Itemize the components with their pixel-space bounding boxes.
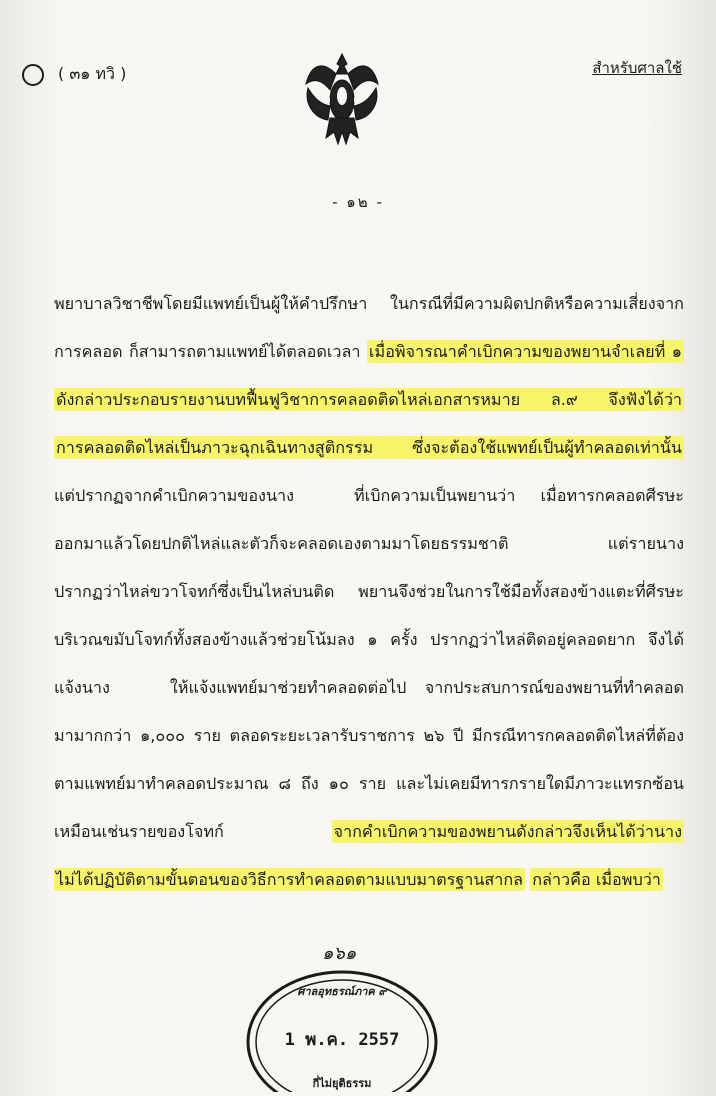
text-line	[54, 856, 684, 904]
highlighted-text: กล่าวคือ เมื่อพบว่า	[532, 870, 661, 889]
text-segment: พยาบาลวิชาชีพโดยมีแพทย์เป็นผู้ให้คำปรึกษา ในกรณีที่มีความผิดปกติหรือความเสี่ยงจาก	[54, 294, 684, 313]
text-line	[54, 664, 684, 712]
page-number: - ๑๒ -	[332, 193, 384, 211]
text-segment: เหมือนเช่นรายของโจทก์	[54, 822, 332, 841]
form-code-text: ( ๓๑ ทวิ )	[58, 64, 127, 83]
text-segment: การคลอด ก็สามารถตามแพทย์ได้ตลอดเวลา	[54, 342, 367, 361]
stamp-bottom-text: กี่ไม่ยุติธรรม	[312, 1077, 372, 1090]
circle-mark-icon	[22, 64, 44, 86]
highlighted-text: ดังกล่าวประกอบรายงานบทฟื้นฟูวิชาการคลอดติดไหล่เอกสารหมาย ล.๙ จึงฟังได้ว่า	[56, 390, 682, 409]
highlighted-text: ไม่ได้ปฏิบัติตามขั้นตอนของวิธีการทำคลอดตามแบบมาตรฐานสากล	[56, 870, 524, 889]
text-segment: แจ้งนาง	[54, 678, 110, 697]
text-line	[54, 808, 684, 856]
text-line	[54, 760, 684, 808]
court-date-stamp	[242, 962, 442, 1092]
highlighted-text: การคลอดติดไหล่เป็นภาวะฉุกเฉินทางสูติกรรม ซึ่งจะต้องใช้แพทย์เป็นผู้ทำคลอดเท่านั้น	[56, 438, 682, 457]
text-line	[54, 328, 684, 376]
text-segment: ปรากฏว่าไหล่ขวาโจทก์ซึ่งเป็นไหล่บนติด พยานจึงช่วยในการใช้มือทั้งสองข้างแตะที่ศีรษะ	[54, 582, 684, 601]
text-segment: แต่ปรากฏจากคำเบิกความของนาง	[54, 486, 295, 505]
form-code	[22, 62, 126, 87]
stamp-court-name: ศาลอุทธรณ์ภาค ๙	[297, 985, 387, 998]
highlighted-text: จากคำเบิกความของพยานดังกล่าวจึงเห็นได้ว่านาง	[333, 822, 682, 841]
text-segment: ออกมาแล้วโดยปกติไหล่และตัวก็จะคลอดเองตามมาโดยธรรมชาติ แต่รายนาง	[54, 534, 684, 553]
text-segment: มามากกว่า ๑,๐๐๐ ราย ตลอดระยะเวลารับราชการ ๒๖ ปี มีกรณีทารกคลอดติดไหล่ที่ต้อง	[54, 726, 684, 745]
text-line	[54, 712, 684, 760]
body-paragraph	[54, 280, 684, 904]
highlighted-text: เมื่อพิจารณาคำเบิกความของพยานจำเลยที่ ๑	[368, 342, 682, 361]
text-line	[54, 520, 684, 568]
text-segment: ที่เบิกความเป็นพยานว่า เมื่อทารกคลอดศีรษะ	[354, 486, 684, 505]
text-line	[54, 568, 684, 616]
text-line	[54, 616, 684, 664]
handwritten-mark: ๑๖๑	[322, 943, 357, 964]
text-line	[54, 376, 684, 424]
text-line	[54, 472, 684, 520]
text-segment: ให้แจ้งแพทย์มาช่วยทำคลอดต่อไป จากประสบการณ์ของพยานที่ทำคลอด	[169, 678, 684, 697]
text-segment: ตามแพทย์มาทำคลอดประมาณ ๘ ถึง ๑๐ ราย และไม่เคยมีทารกรายใดมีภาวะแทรกซ้อน	[54, 774, 684, 793]
stamp-date: 1 พ.ค. 2557	[284, 1030, 400, 1050]
garuda-emblem-icon	[300, 48, 384, 152]
text-line	[54, 424, 684, 472]
text-line	[54, 280, 684, 328]
text-segment: บริเวณขมับโจทก์ทั้งสองข้างแล้วช่วยโน้มลง ๑ ครั้ง ปรากฏว่าไหล่ติดอยู่คลอดยาก จึงได้	[54, 630, 684, 649]
for-court-label: สำหรับศาลใช้	[592, 59, 682, 77]
